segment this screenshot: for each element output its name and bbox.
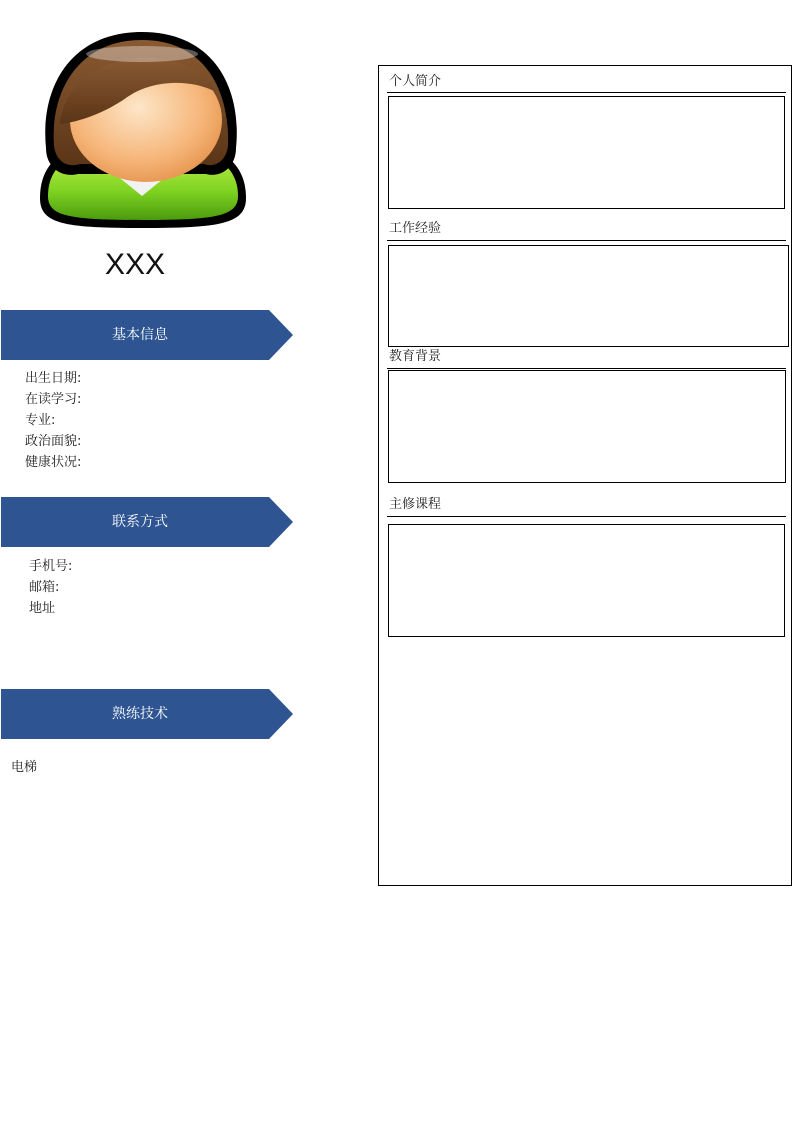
section-title-work: 工作经验 bbox=[389, 221, 442, 236]
current-study-label: 在读学习: bbox=[25, 392, 82, 407]
candidate-name: XXX bbox=[104, 248, 166, 281]
section-divider bbox=[387, 92, 786, 93]
skills-content: 电梯 bbox=[11, 760, 38, 775]
health-status-label: 健康状况: bbox=[25, 455, 82, 470]
section-divider bbox=[387, 368, 786, 369]
basic-info-banner bbox=[1, 310, 293, 360]
email-label: 邮箱: bbox=[29, 580, 60, 595]
work-content-box bbox=[388, 245, 789, 347]
phone-label: 手机号: bbox=[29, 559, 73, 574]
section-divider bbox=[387, 240, 786, 241]
major-label: 专业: bbox=[25, 413, 56, 428]
address-label: 地址 bbox=[29, 601, 56, 616]
section-title-courses: 主修课程 bbox=[389, 497, 442, 512]
skills-heading: 熟练技术 bbox=[112, 706, 168, 722]
section-title-profile: 个人简介 bbox=[389, 74, 442, 89]
profile-content-box bbox=[388, 96, 785, 209]
skills-banner bbox=[1, 689, 293, 739]
education-content-box bbox=[388, 370, 786, 483]
section-title-education: 教育背景 bbox=[389, 349, 442, 364]
contact-heading: 联系方式 bbox=[112, 514, 168, 530]
birth-date-label: 出生日期: bbox=[25, 371, 82, 386]
basic-info-heading: 基本信息 bbox=[112, 327, 168, 343]
courses-content-box bbox=[388, 524, 785, 637]
basic-info-list bbox=[25, 368, 81, 473]
contact-banner bbox=[1, 497, 293, 547]
political-status-label: 政治面貌: bbox=[25, 434, 82, 449]
section-divider bbox=[387, 516, 786, 517]
user-avatar-icon bbox=[30, 28, 254, 230]
contact-list bbox=[29, 556, 72, 619]
